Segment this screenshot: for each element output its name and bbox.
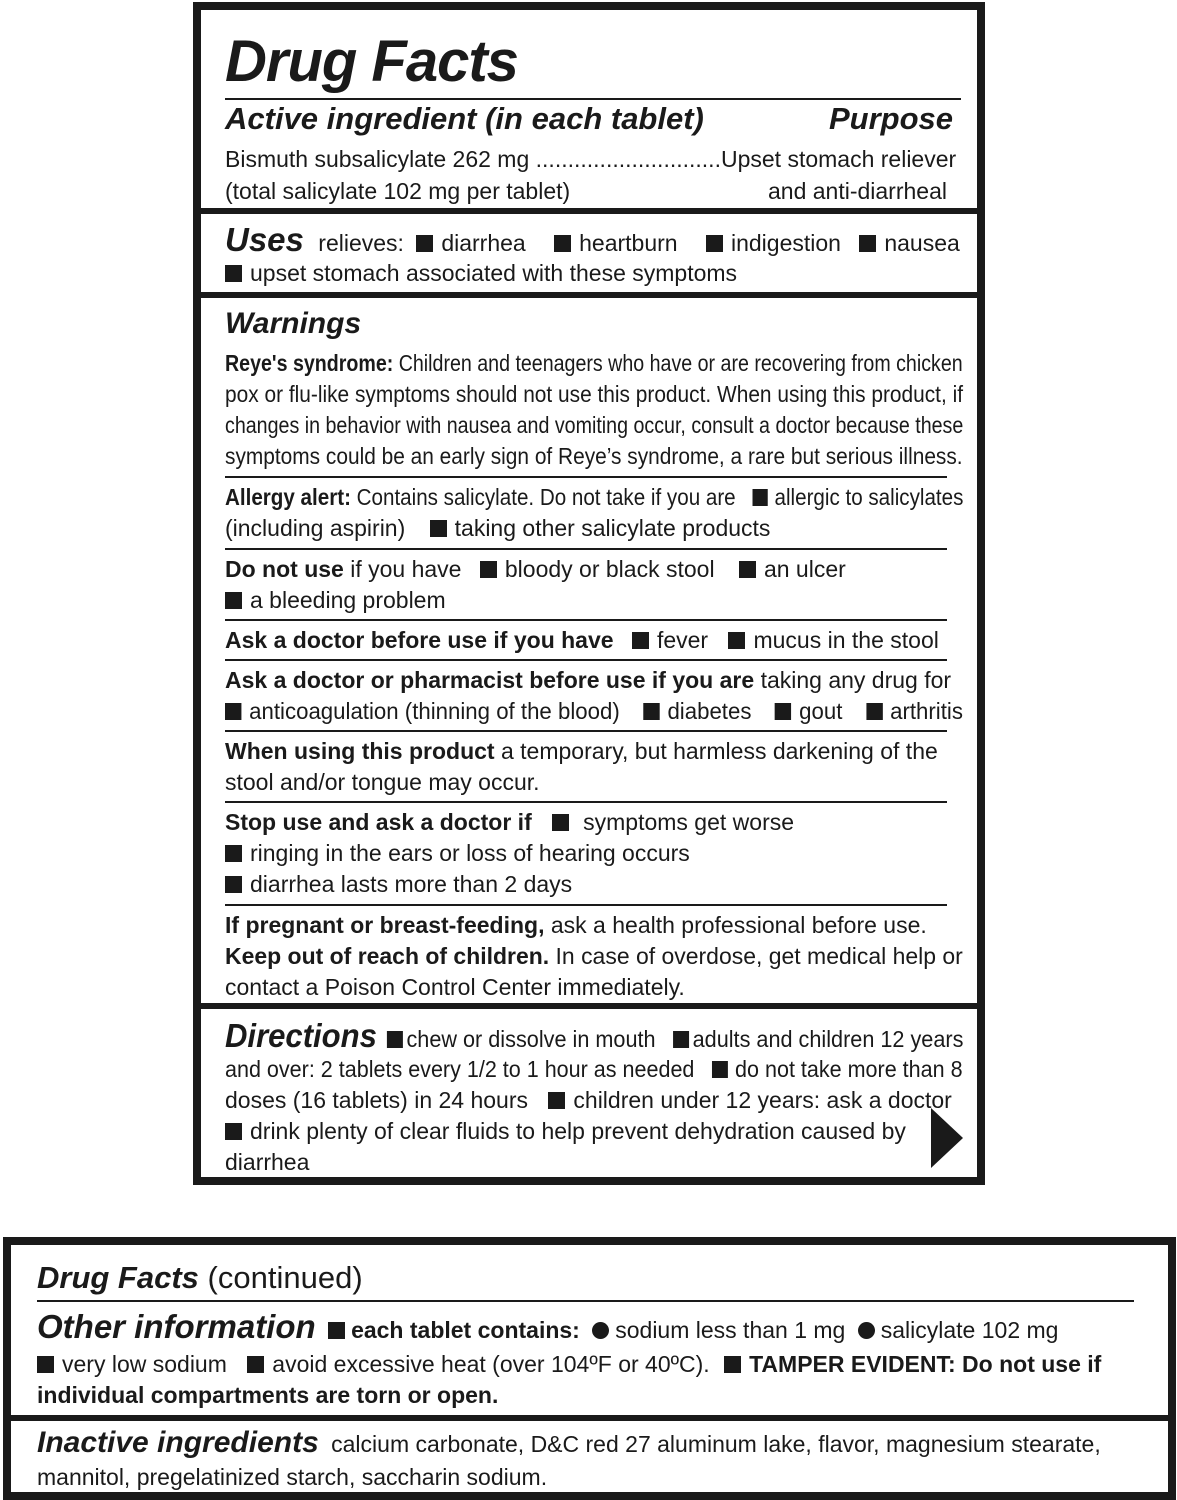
other-info-line-3: individual compartments are torn or open. — [37, 1382, 499, 1408]
allergy-line-2 — [225, 513, 957, 544]
drug-facts-panel — [193, 2, 985, 1185]
askpharm-text: taking any drug for — [760, 667, 952, 693]
bullet-square-icon — [643, 703, 659, 720]
keep-out-text: In case of overdose, get medical help or — [555, 943, 963, 969]
directions-heading: Directions — [225, 1017, 377, 1054]
askpharm-line-2 — [225, 696, 963, 727]
using-text: a temporary, but harmless darkening of the — [500, 738, 938, 764]
allergy-line-2-text: (including aspirin) — [225, 515, 406, 541]
bullet-square-icon — [554, 235, 571, 252]
continued-title — [37, 1259, 1148, 1297]
active-ingredient-note-row — [225, 176, 957, 207]
donot-item: a bleeding problem — [250, 587, 446, 613]
stop-label: Stop use and ask a doctor if — [225, 809, 532, 835]
donot-item: bloody or black stool — [504, 556, 715, 582]
heat-text: avoid excessive heat (over 104ºF or 40ºC). — [272, 1351, 710, 1377]
use-item: indigestion — [730, 230, 841, 256]
bullet-square-icon — [480, 561, 497, 578]
title-rule — [37, 1300, 1134, 1302]
direction-item: adults and children 12 years — [692, 1026, 964, 1052]
reye-line-2: pox or flu-like symptoms should not use this product. When using this product, if — [225, 381, 964, 407]
other-info-line-2 — [37, 1349, 1148, 1380]
keep-out-label: Keep out of reach of children. — [225, 943, 550, 969]
use-item: diarrhea — [441, 230, 526, 256]
bullet-square-icon — [225, 845, 242, 862]
keep-out-line-1 — [225, 941, 963, 972]
bullet-square-icon — [225, 265, 242, 282]
reye-text: Children and teenagers who have or are recovering from chicken — [398, 350, 963, 376]
tablet-contains-label: each tablet contains: — [351, 1317, 580, 1343]
donot-item: an ulcer — [763, 556, 846, 582]
directions-line-2 — [225, 1054, 963, 1085]
allergy-item: taking other salicylate products — [454, 515, 771, 541]
reye-label: Reye's syndrome: — [225, 350, 394, 376]
askpharm-label: Ask a doctor or pharmacist before use if you are — [225, 667, 755, 693]
other-info-heading: Other information — [37, 1308, 316, 1345]
uses-row-2 — [225, 258, 957, 289]
purpose-value-1: Upset stomach reliever — [720, 146, 957, 172]
warning-rule — [225, 548, 947, 550]
bullet-square-icon — [548, 1092, 565, 1109]
direction-text: doses (16 tablets) in 24 hours — [225, 1087, 529, 1113]
drug-facts-continued-panel — [3, 1237, 1176, 1500]
reye-line-3: changes in behavior with nausea and vomiting occur, consult a doctor because these — [225, 412, 964, 438]
bullet-square-icon — [728, 632, 745, 649]
askpharm-item: diabetes — [667, 698, 752, 724]
askpharm-item: gout — [799, 698, 843, 724]
use-item: upset stomach associated with these symptoms — [250, 260, 738, 286]
allergy-line-1 — [225, 482, 964, 513]
bullet-square-icon — [552, 814, 569, 831]
bullet-square-icon — [775, 703, 791, 720]
stop-item: symptoms get worse — [583, 809, 795, 835]
askpharm-line-1 — [225, 665, 957, 696]
reye-line-1 — [225, 348, 963, 379]
purpose-heading: Purpose — [828, 101, 953, 136]
stop-line-2 — [225, 838, 957, 869]
bullet-square-icon — [37, 1356, 54, 1373]
section-divider — [201, 292, 977, 298]
reye-line-4: symptoms could be an early sign of Reye’s syndrome, a rare but serious illness. — [225, 443, 963, 469]
active-ingredient-row — [225, 144, 957, 175]
bullet-square-icon — [752, 489, 767, 506]
bullet-dot-icon — [858, 1322, 875, 1339]
bullet-square-icon — [416, 235, 433, 252]
bullet-square-icon — [866, 703, 882, 720]
allergy-label: Allergy alert: — [225, 484, 351, 510]
warning-rule — [225, 730, 947, 732]
drug-facts-title: Drug Facts — [225, 29, 518, 94]
stop-item: diarrhea lasts more than 2 days — [250, 871, 573, 897]
warning-rule — [225, 904, 947, 906]
salicylate-text: salicylate 102 mg — [880, 1317, 1059, 1343]
bullet-square-icon — [706, 235, 723, 252]
direction-text: and over: 2 tablets every 1/2 to 1 hour as needed — [225, 1056, 695, 1082]
donot-line-2 — [225, 585, 957, 616]
inactive-heading: Inactive ingredients — [37, 1426, 319, 1459]
tamper-text: TAMPER EVIDENT: Do not use if — [749, 1351, 1102, 1377]
warnings-heading: Warnings — [225, 307, 362, 340]
pregnant-label: If pregnant or breast-feeding, — [225, 912, 545, 938]
inactive-line-1 — [37, 1425, 1148, 1463]
direction-item: chew or dissolve in mouth — [406, 1026, 656, 1052]
pregnant-text: ask a health professional before use. — [550, 912, 927, 938]
directions-line-5: diarrhea — [225, 1149, 310, 1175]
stop-item: ringing in the ears or loss of hearing occurs — [250, 840, 690, 866]
inactive-line-2: mannitol, pregelatinized starch, saccharin sodium. — [37, 1464, 548, 1490]
uses-intro: relieves: — [318, 230, 404, 256]
use-item: nausea — [884, 230, 960, 256]
askpharm-item: arthritis — [890, 698, 963, 724]
bullet-square-icon — [247, 1356, 264, 1373]
bullet-square-icon — [387, 1031, 403, 1048]
bullet-square-icon — [328, 1322, 345, 1339]
continue-arrow-icon — [931, 1108, 963, 1168]
warning-rule — [225, 619, 947, 621]
bullet-square-icon — [430, 520, 447, 537]
donot-label: Do not use — [225, 556, 344, 582]
section-divider — [201, 1003, 977, 1009]
directions-line-3 — [225, 1085, 957, 1116]
direction-item: drink plenty of clear fluids to help prevent dehydration caused by — [250, 1118, 906, 1144]
continued-title-main: Drug Facts — [37, 1260, 199, 1295]
bullet-square-icon — [859, 235, 876, 252]
direction-item: children under 12 years: ask a doctor — [573, 1087, 952, 1113]
allergy-text: Contains salicylate. Do not take if you are — [356, 484, 736, 510]
continued-title-suffix: (continued) — [207, 1260, 363, 1295]
low-sodium-text: very low sodium — [62, 1351, 227, 1377]
section-divider — [11, 1415, 1168, 1421]
section-divider — [201, 208, 977, 214]
bullet-square-icon — [739, 561, 756, 578]
warning-rule — [225, 476, 947, 478]
direction-item: do not take more than 8 — [735, 1056, 963, 1082]
keep-out-line-2: contact a Poison Control Center immediately. — [225, 974, 685, 1000]
stop-line-3 — [225, 869, 957, 900]
active-ingredient-name: Bismuth subsalicylate 262 mg ............................. — [225, 146, 721, 172]
uses-row-1 — [225, 221, 960, 262]
pregnant-line — [225, 910, 957, 941]
bullet-square-icon — [225, 876, 242, 893]
using-line-2: stool and/or tongue may occur. — [225, 769, 540, 795]
askdoc-item: fever — [656, 627, 709, 653]
active-ingredient-note: (total salicylate 102 mg per tablet) — [225, 178, 571, 204]
bullet-square-icon — [225, 1123, 242, 1140]
bullet-square-icon — [225, 592, 242, 609]
purpose-value-2: and anti-diarrheal — [767, 178, 947, 204]
bullet-dot-icon — [592, 1322, 609, 1339]
active-ingredient-heading — [225, 100, 957, 138]
bullet-square-icon — [225, 703, 241, 720]
donot-text: if you have — [350, 556, 462, 582]
bullet-square-icon — [712, 1061, 728, 1078]
other-info-line-1 — [37, 1309, 1148, 1350]
warning-rule — [225, 659, 947, 661]
donot-line-1 — [225, 554, 957, 585]
active-ingredient-label: Active ingredient (in each tablet) — [225, 101, 704, 136]
using-line-1 — [225, 736, 957, 767]
askpharm-item: anticoagulation (thinning of the blood) — [249, 698, 620, 724]
bullet-square-icon — [632, 632, 649, 649]
directions-line-4 — [225, 1116, 957, 1147]
use-item: heartburn — [579, 230, 678, 256]
bullet-square-icon — [673, 1031, 689, 1048]
stop-line-1 — [225, 807, 957, 838]
uses-heading: Uses — [225, 221, 304, 258]
askdoc-item: mucus in the stool — [753, 627, 939, 653]
bullet-square-icon — [724, 1356, 741, 1373]
directions-line-1 — [225, 1017, 964, 1058]
sodium-text: sodium less than 1 mg — [615, 1317, 846, 1343]
inactive-text: calcium carbonate, D&C red 27 aluminum lake, flavor, magnesium stearate, — [331, 1431, 1101, 1457]
warning-rule — [225, 801, 947, 803]
allergy-item: allergic to salicylates — [774, 484, 964, 510]
askdoc-label: Ask a doctor before use if you have — [225, 627, 614, 653]
using-label: When using this product — [225, 738, 495, 764]
askdoc-line — [225, 625, 957, 656]
